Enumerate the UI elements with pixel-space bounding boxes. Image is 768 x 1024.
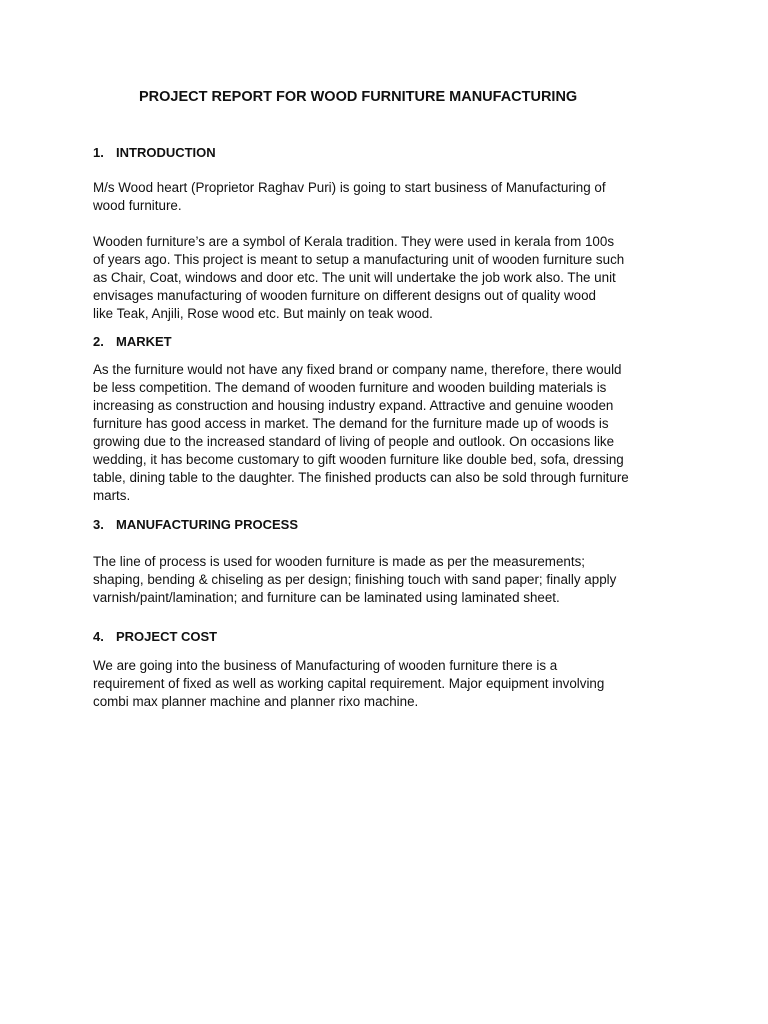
section-heading-market [93,334,172,349]
paragraph-line: Wooden furniture’s are a symbol of Kerala tradition. They were used in kerala from 100s [93,234,615,249]
section-heading-project-cost [93,629,217,644]
paragraph [93,361,673,505]
section-title: PROJECT COST [116,629,218,644]
paragraph-line: growing due to the increased standard of living of people and outlook. On occasions like [93,434,615,449]
paragraph-line: M/s Wood heart (Proprietor Raghav Puri) is going to start business of Manufacturing of [93,180,606,195]
section-title: MARKET [116,334,172,349]
paragraph-line: furniture has good access in market. The demand for the furniture made up of woods is [93,416,609,431]
paragraph-line: wedding, it has become customary to gift wooden furniture like double bed, sofa, dressing [93,452,624,467]
paragraph-line: requirement of fixed as well as working capital requirement. Major equipment involving [93,676,605,691]
section-number: 4. [93,629,104,644]
paragraph-line: of years ago. This project is meant to setup a manufacturing unit of wooden furniture such [93,252,625,267]
paragraph [93,657,673,711]
paragraph-line: varnish/paint/lamination; and furniture can be laminated using laminated sheet. [93,590,560,605]
paragraph-line: combi max planner machine and planner rixo machine. [93,694,419,709]
section-number: 2. [93,334,104,349]
paragraph-line: be less competition. The demand of wooden furniture and wooden building materials is [93,380,607,395]
paragraph-line: envisages manufacturing of wooden furniture on different designs out of quality wood [93,288,596,303]
section-heading-manufacturing-process [93,517,298,532]
paragraph-line: We are going into the business of Manufacturing of wooden furniture there is a [93,658,558,673]
paragraph-line: As the furniture would not have any fixed brand or company name, therefore, there would [93,362,622,377]
section-heading-introduction [93,145,216,160]
section-title: MANUFACTURING PROCESS [116,517,299,532]
section-title: INTRODUCTION [116,145,216,160]
paragraph-line: marts. [93,488,131,503]
paragraph-line: shaping, bending & chiseling as per design; finishing touch with sand paper; finally apply [93,572,617,587]
paragraph-line: like Teak, Anjili, Rose wood etc. But mainly on teak wood. [93,306,433,321]
paragraph [93,553,673,607]
paragraph-line: as Chair, Coat, windows and door etc. The unit will undertake the job work also. The unit [93,270,616,285]
paragraph-line: increasing as construction and housing industry expand. Attractive and genuine wooden [93,398,614,413]
paragraph [93,179,673,215]
section-number: 1. [93,145,104,160]
paragraph-line: table, dining table to the daughter. The finished products can also be sold through furniture [93,470,629,485]
paragraph-line: wood furniture. [93,198,182,213]
document-title: PROJECT REPORT FOR WOOD FURNITURE MANUFACTURING [139,89,578,105]
paragraph [93,233,673,323]
paragraph-line: The line of process is used for wooden furniture is made as per the measurements; [93,554,585,569]
section-number: 3. [93,517,104,532]
